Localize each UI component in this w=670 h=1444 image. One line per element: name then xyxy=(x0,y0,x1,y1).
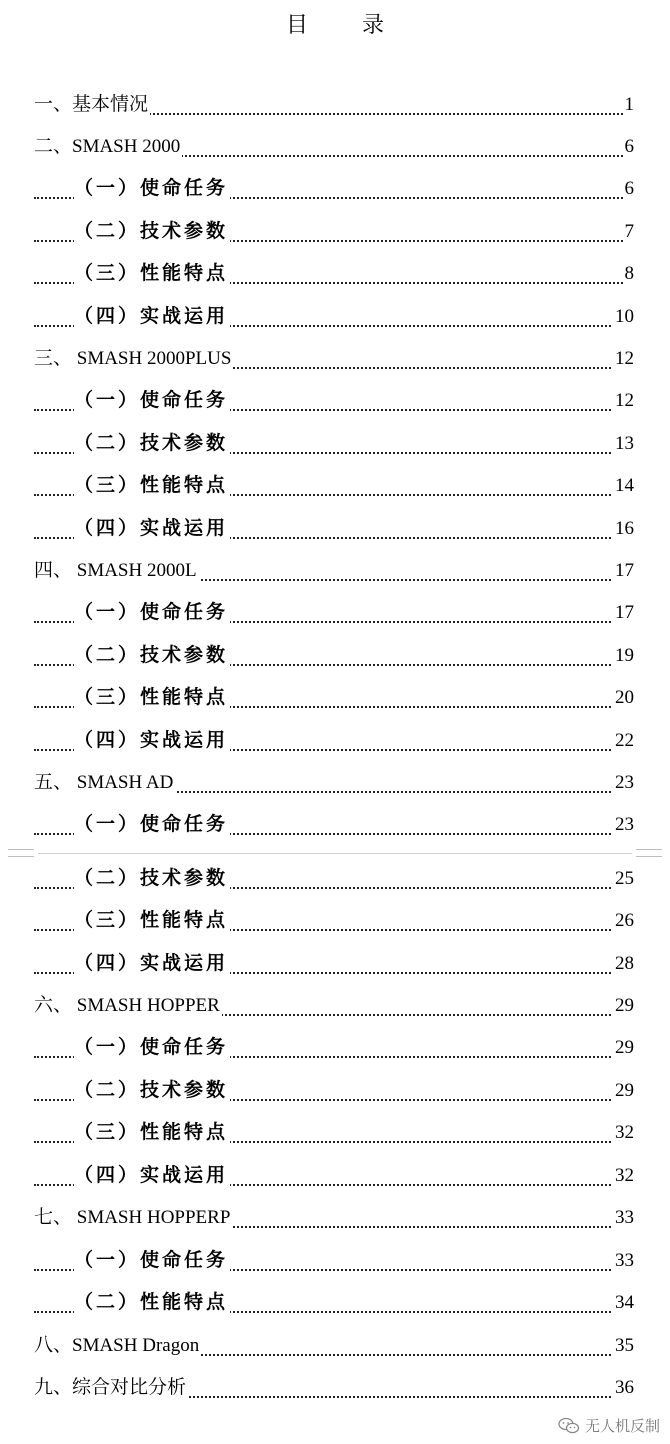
toc-entry-page-number: 10 xyxy=(613,297,634,337)
toc-entry-page-number: 20 xyxy=(613,678,634,718)
page-break-marker-right xyxy=(636,849,662,857)
toc-subentry[interactable] xyxy=(0,721,670,761)
toc-subentry[interactable] xyxy=(0,593,670,633)
toc-entry-label: （三）性能特点 xyxy=(74,678,230,718)
toc-entry-page-number: 29 xyxy=(613,986,634,1026)
page-break-separator xyxy=(0,849,670,859)
toc-entry-label: 四、 SMASH 2000L xyxy=(34,551,199,591)
toc-entry-label: （三）性能特点 xyxy=(74,901,230,941)
toc-entry-page-number: 29 xyxy=(613,1028,634,1068)
toc-entry-page-number: 33 xyxy=(613,1198,634,1238)
toc-entry-page-number: 6 xyxy=(623,127,635,167)
toc-entry-label: 六、 SMASH HOPPER xyxy=(34,986,222,1026)
toc-entry-label: （四）实战运用 xyxy=(74,721,230,761)
toc-subentry[interactable] xyxy=(0,212,670,252)
toc-entry-label: 五、 SMASH AD xyxy=(34,763,175,803)
toc-entry-page-number: 36 xyxy=(613,1368,634,1408)
toc-entry-page-number: 12 xyxy=(613,381,634,421)
toc-subentry[interactable] xyxy=(0,254,670,294)
toc-entry-page-number: 23 xyxy=(613,763,634,803)
toc-entry[interactable] xyxy=(0,1326,670,1366)
toc-entry-page-number: 16 xyxy=(613,509,634,549)
toc-entry-label: （一）使命任务 xyxy=(74,169,230,209)
toc-entry-label: （四）实战运用 xyxy=(74,297,230,337)
toc-entry-label: （三）性能特点 xyxy=(74,466,230,506)
toc-entry-label: （一）使命任务 xyxy=(74,805,230,845)
toc-entry-page-number: 23 xyxy=(613,805,634,845)
toc-entry-label: （二）技术参数 xyxy=(74,424,230,464)
toc-entry-page-number: 7 xyxy=(623,212,635,252)
toc-entry-page-number: 33 xyxy=(613,1241,634,1281)
toc-entry-page-number: 8 xyxy=(623,254,635,294)
toc-entry-page-number: 32 xyxy=(613,1156,634,1196)
toc-entry[interactable] xyxy=(0,85,670,125)
toc-entry-page-number: 35 xyxy=(613,1326,634,1366)
toc-entry-label: （一）使命任务 xyxy=(74,1028,230,1068)
toc-entry-page-number: 32 xyxy=(613,1113,634,1153)
toc-subentry[interactable] xyxy=(0,381,670,421)
toc-subentry[interactable] xyxy=(0,466,670,506)
toc-entry-page-number: 12 xyxy=(613,339,634,379)
toc-entry-label: （三）性能特点 xyxy=(74,254,230,294)
watermark xyxy=(558,1414,660,1438)
toc-entry-page-number: 19 xyxy=(613,636,634,676)
toc-entry-label: （二）技术参数 xyxy=(74,212,230,252)
toc-entry-label: （三）性能特点 xyxy=(74,1113,230,1153)
toc-subentry[interactable] xyxy=(0,901,670,941)
toc-entry[interactable] xyxy=(0,1368,670,1408)
toc-entry-label: 七、 SMASH HOPPERP xyxy=(34,1198,232,1238)
page-break-line xyxy=(38,853,632,854)
toc-subentry[interactable] xyxy=(0,1283,670,1323)
toc-entry[interactable] xyxy=(0,339,670,379)
toc-entry-label: 三、 SMASH 2000PLUS xyxy=(34,339,233,379)
toc-entry-label: 八、SMASH Dragon xyxy=(34,1326,201,1366)
toc-entry-label: （四）实战运用 xyxy=(74,1156,230,1196)
toc-entry-page-number: 34 xyxy=(613,1283,634,1323)
toc-entry-label: （二）技术参数 xyxy=(74,859,230,899)
toc-entry-page-number: 17 xyxy=(613,551,634,591)
toc-entry[interactable] xyxy=(0,1198,670,1238)
toc-entry[interactable] xyxy=(0,763,670,803)
toc-entry-label: （一）使命任务 xyxy=(74,593,230,633)
toc-subentry[interactable] xyxy=(0,805,670,845)
toc-subentry[interactable] xyxy=(0,1028,670,1068)
toc-entry-label: （二）技术参数 xyxy=(74,1071,230,1111)
toc-subentry[interactable] xyxy=(0,1071,670,1111)
toc-entry-label: 二、SMASH 2000 xyxy=(34,127,182,167)
wechat-icon xyxy=(558,1417,580,1435)
toc-subentry[interactable] xyxy=(0,944,670,984)
toc-entry-label: （一）使命任务 xyxy=(74,1241,230,1281)
toc-subentry[interactable] xyxy=(0,1241,670,1281)
toc-entry-label: （二）性能特点 xyxy=(74,1283,230,1323)
toc-entry[interactable] xyxy=(0,551,670,591)
toc-subentry[interactable] xyxy=(0,509,670,549)
toc-subentry[interactable] xyxy=(0,636,670,676)
toc-entry-page-number: 14 xyxy=(613,466,634,506)
page-title: 目 录 xyxy=(285,12,400,37)
toc-entry-label: 一、基本情况 xyxy=(34,85,150,125)
toc-entry-label: （二）技术参数 xyxy=(74,636,230,676)
toc-entry-page-number: 26 xyxy=(613,901,634,941)
watermark-text: 无人机反制 xyxy=(584,1417,660,1435)
toc-entry-page-number: 28 xyxy=(613,944,634,984)
toc-entry-label: （四）实战运用 xyxy=(74,509,230,549)
toc-entry[interactable] xyxy=(0,986,670,1026)
toc-subentry[interactable] xyxy=(0,297,670,337)
toc-entry-page-number: 1 xyxy=(623,85,635,125)
toc-entry-label: （四）实战运用 xyxy=(74,944,230,984)
toc-entry-page-number: 13 xyxy=(613,424,634,464)
toc-subentry[interactable] xyxy=(0,1156,670,1196)
toc-subentry[interactable] xyxy=(0,678,670,718)
toc-subentry[interactable] xyxy=(0,169,670,209)
toc-subentry[interactable] xyxy=(0,424,670,464)
toc-entry[interactable] xyxy=(0,127,670,167)
toc-entry-page-number: 17 xyxy=(613,593,634,633)
toc-subentry[interactable] xyxy=(0,859,670,899)
toc-subentry[interactable] xyxy=(0,1113,670,1153)
toc-entry-page-number: 22 xyxy=(613,721,634,761)
toc-entry-page-number: 29 xyxy=(613,1071,634,1111)
toc-entry-page-number: 25 xyxy=(613,859,634,899)
page-break-marker-left xyxy=(8,849,34,857)
toc-entry-label: （一）使命任务 xyxy=(74,381,230,421)
toc-entry-page-number: 6 xyxy=(623,169,635,209)
toc-entry-label: 九、综合对比分析 xyxy=(34,1368,188,1408)
